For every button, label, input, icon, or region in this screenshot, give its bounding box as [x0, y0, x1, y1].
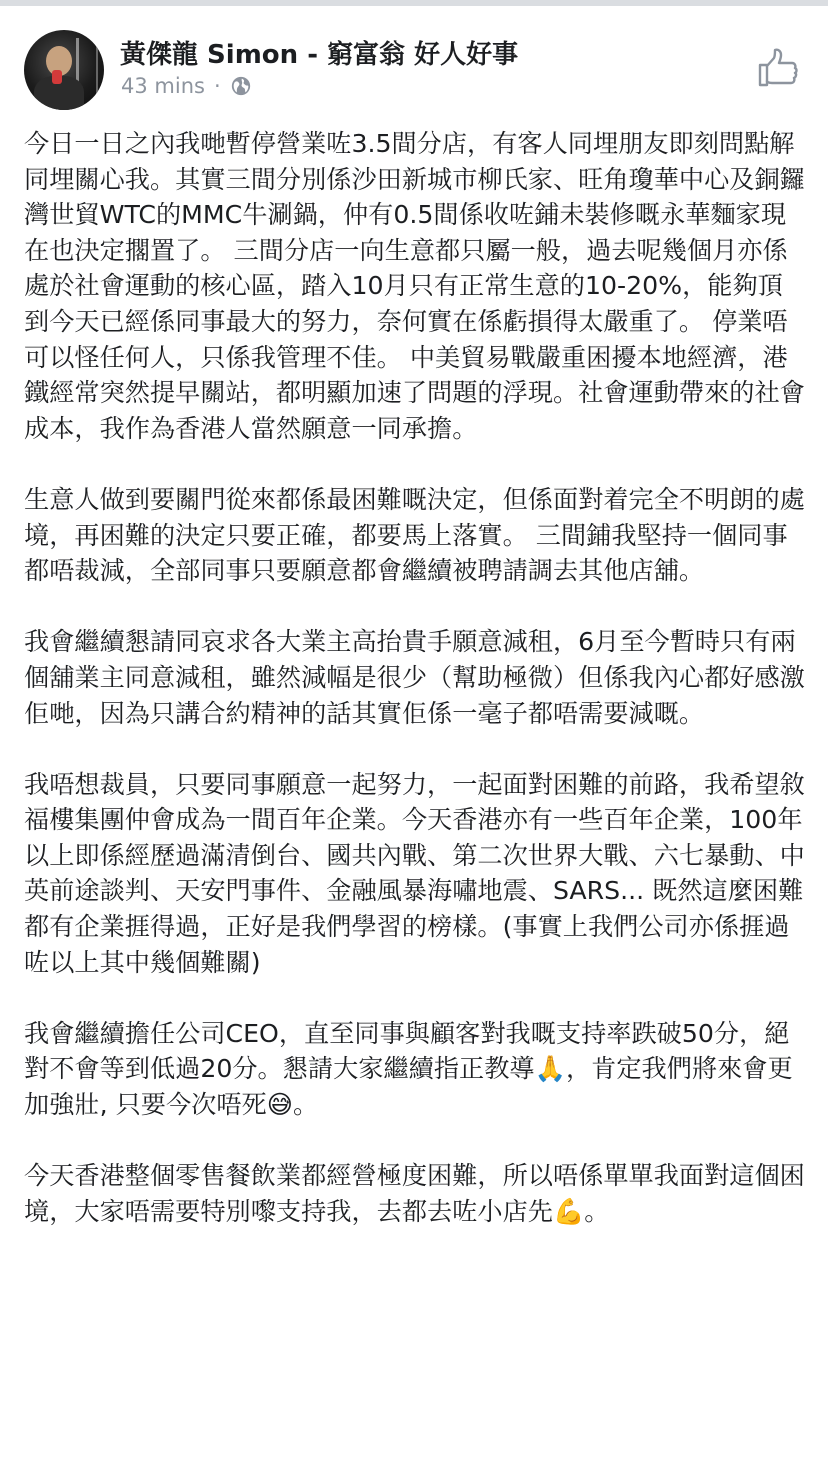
post-body [24, 126, 806, 1229]
top-divider [0, 0, 828, 6]
thumbs-up-icon[interactable] [756, 46, 800, 90]
post-paragraph: 今天香港整個零售餐飲業都經營極度困難，所以唔係單單我面對這個困境，大家唔需要特別嚟支持我，去都去咗小店先💪。 [24, 1161, 805, 1226]
post-paragraph: 我會繼續擔任公司CEO，直至同事與顧客對我嘅支持率跌破50分，絕對不會等到低過20分。懇請大家繼續指正教導🙏，肯定我們將來會更加強壯, 只要今次唔死😅。 [24, 1018, 793, 1120]
post-paragraph: 我會繼續懇請同哀求各大業主高抬貴手願意減租，6月至今暫時只有兩個舖業主同意減租，雖然減幅是很少（幫助極微）但係我內心都好感激佢哋，因為只講合約精神的話其實佢係一毫子都唔需要減嘅。 [24, 627, 805, 728]
author-name[interactable]: 黃傑龍 Simon - 窮富翁 好人好事 [120, 40, 519, 70]
post-paragraph: 生意人做到要關門從來都係最困難嘅決定，但係面對着完全不明朗的處境，再困難的決定只要正確，都要馬上落實。 三間鋪我堅持一個同事都唔裁減，全部同事只要願意都會繼續被聘請調去其他店舖。 [24, 484, 805, 586]
meta-separator: · [213, 74, 221, 98]
post-paragraph: 我唔想裁員，只要同事願意一起努力，一起面對困難的前路，我希望敘福樓集團仲會成為一間百年企業。今天香港亦有一些百年企業，100年以上即係經歷過滿清倒台、國共內戰、第二次世界大戰、六七暴動、中英前途談判、天安門事件、金融風暴海嘯地震、SARS... 既然這麼困難都有企業捱得過，正好是我們學習的榜樣。(事實上我們公司亦係捱過咗以上其中幾個難關) [24, 769, 805, 977]
globe-icon [230, 75, 252, 97]
post-paragraph: 今日一日之內我哋暫停營業咗3.5間分店，有客人同埋朋友即刻問點解同埋關心我。其實三間分別係沙田新城市柳氏家、旺角瓊華中心及銅鑼灣世貿WTC的MMC牛涮鍋，仲有0.5間係收咗鋪未裝修嘅永華麵家現在也決定擱置了。 三間分店一向生意都只屬一般，過去呢幾個月亦係處於社會運動的核心區，踏入10月只有正常生意的10-20%，能夠頂到今天已經係同事最大的努力，奈何實在係虧損得太嚴重了。 停業唔可以怪任何人，只係我管理不佳。 中美貿易戰嚴重困擾本地經濟，港鐵經常突然提早關站，都明顯加速了問題的浮現。社會運動帶來的社會成本，我作為香港人當然願意一同承擔。 [24, 129, 805, 443]
avatar[interactable] [24, 30, 104, 110]
post-time[interactable]: 43 mins [121, 74, 205, 98]
post-meta [121, 74, 252, 98]
post-header [24, 28, 804, 112]
microphone-icon [52, 70, 62, 84]
